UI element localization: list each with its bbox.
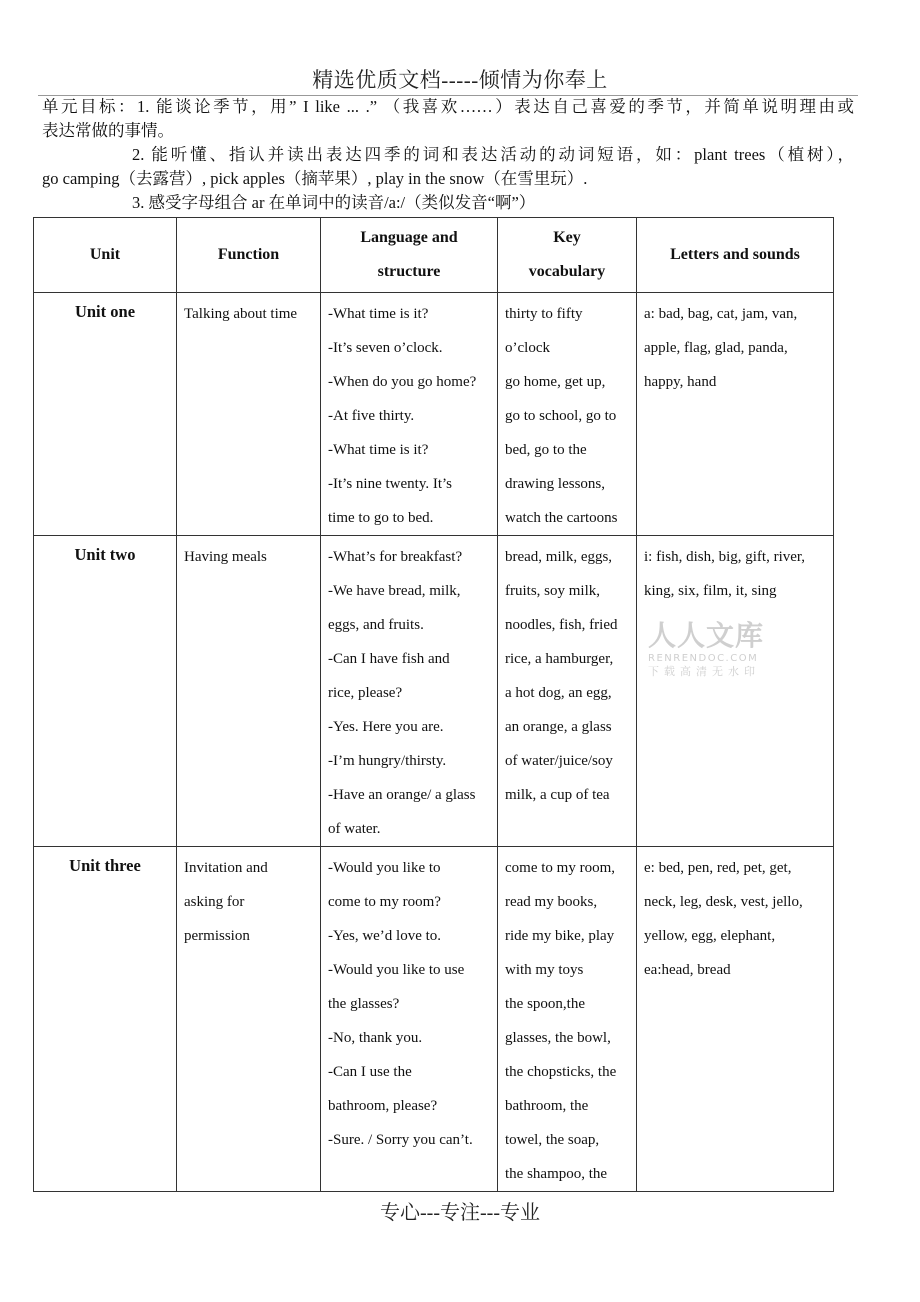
header-function: Function bbox=[177, 218, 321, 293]
page-header-title: 精选优质文档-----倾情为你奉上 bbox=[312, 68, 608, 92]
table-row bbox=[34, 847, 834, 1192]
goal-line-4: go camping（去露营）, pick apples（摘苹果）, play in the snow（在雪里玩）. bbox=[42, 169, 588, 188]
header-language-line-1: Language and bbox=[360, 229, 458, 246]
watermark-tagline-text: 下载高清无水印 bbox=[648, 665, 760, 678]
page-footer: 专心---专注---专业 bbox=[380, 1202, 540, 1224]
vocabulary-line: a hot dog, an egg, bbox=[505, 685, 612, 701]
letters-line: happy, hand bbox=[644, 374, 717, 390]
vocabulary-line: ride my bike, play bbox=[505, 928, 615, 944]
header-key-vocabulary bbox=[498, 218, 637, 293]
language-line: -Yes, we’d love to. bbox=[328, 928, 442, 944]
goal-line-3: 2. 能听懂、指认并读出表达四季的词和表达活动的动词短语，如：plant trees（植树）， bbox=[132, 145, 854, 164]
vocabulary-line: the spoon,the bbox=[505, 996, 585, 1012]
letters-cell bbox=[637, 847, 834, 1192]
language-line: come to my room? bbox=[328, 894, 441, 910]
language-line: -No, thank you. bbox=[328, 1030, 423, 1046]
goal-line-1: 单元目标：1. 能谈论季节，用” I like ... .” （我喜欢……）表达自己喜爱的季节，并简单说明理由或 bbox=[42, 97, 854, 116]
language-line: -At five thirty. bbox=[328, 408, 415, 424]
vocabulary-line: an orange, a glass bbox=[505, 719, 612, 735]
letters-cell bbox=[637, 536, 834, 847]
function-cell bbox=[177, 293, 321, 536]
goal-line-2: 表达常做的事情。 bbox=[42, 121, 174, 140]
letters-line: a: bad, bag, cat, jam, van, bbox=[644, 306, 798, 322]
syllabus-table bbox=[33, 217, 834, 1192]
function-line: Having meals bbox=[184, 549, 267, 565]
vocabulary-cell bbox=[498, 536, 637, 847]
vocabulary-line: thirty to fifty bbox=[505, 306, 583, 322]
vocabulary-line: bread, milk, eggs, bbox=[505, 549, 613, 565]
letters-line: ea:head, bread bbox=[644, 962, 731, 978]
letters-line: yellow, egg, elephant, bbox=[644, 928, 776, 944]
language-line: bathroom, please? bbox=[328, 1098, 438, 1114]
vocabulary-line: milk, a cup of tea bbox=[505, 787, 610, 803]
vocabulary-line: go home, get up, bbox=[505, 374, 606, 390]
unit-goals bbox=[42, 95, 854, 215]
header-language-line-2: structure bbox=[377, 263, 441, 280]
vocabulary-line: the shampoo, the bbox=[505, 1166, 608, 1182]
language-cell bbox=[321, 847, 498, 1192]
language-cell bbox=[321, 536, 498, 847]
vocabulary-cell bbox=[498, 293, 637, 536]
language-line: -Would you like to bbox=[328, 860, 441, 876]
vocabulary-line: o’clock bbox=[505, 340, 550, 356]
table-header-row bbox=[34, 218, 834, 293]
language-line: -Can I have fish and bbox=[328, 651, 450, 667]
vocabulary-line: fruits, soy milk, bbox=[505, 583, 601, 599]
vocabulary-cell bbox=[498, 847, 637, 1192]
language-line: eggs, and fruits. bbox=[328, 617, 424, 633]
vocabulary-line: with my toys bbox=[505, 962, 584, 978]
language-line: -Sure. / Sorry you can’t. bbox=[328, 1132, 473, 1148]
vocabulary-line: of water/juice/soy bbox=[505, 753, 613, 769]
letters-cell bbox=[637, 293, 834, 536]
table-body bbox=[34, 293, 834, 1192]
function-cell bbox=[177, 847, 321, 1192]
language-line: -Yes. Here you are. bbox=[328, 719, 444, 735]
language-line: -What time is it? bbox=[328, 442, 429, 458]
unit-name-cell: Unit two bbox=[34, 536, 177, 847]
language-line: rice, please? bbox=[328, 685, 403, 701]
letters-line: king, six, film, it, sing bbox=[644, 583, 777, 599]
vocabulary-line: towel, the soap, bbox=[505, 1132, 600, 1148]
language-line: -It’s nine twenty. It’s bbox=[328, 476, 453, 492]
table-row bbox=[34, 536, 834, 847]
table-row bbox=[34, 293, 834, 536]
language-line: -We have bread, milk, bbox=[328, 583, 461, 599]
letters-line: neck, leg, desk, vest, jello, bbox=[644, 894, 803, 910]
language-line: -It’s seven o’clock. bbox=[328, 340, 443, 356]
header-key-line-1: Key bbox=[553, 229, 581, 246]
vocabulary-line: read my books, bbox=[505, 894, 598, 910]
language-line: time to go to bed. bbox=[328, 510, 434, 526]
function-line: Talking about time bbox=[184, 306, 298, 322]
goal-line-5: 3. 感受字母组合 ar 在单词中的读音/a:/（类似发音“啊”） bbox=[132, 193, 536, 212]
vocabulary-line: go to school, go to bbox=[505, 408, 617, 424]
function-cell bbox=[177, 536, 321, 847]
watermark-domain-text: RENRENDOC.COM bbox=[648, 653, 759, 664]
vocabulary-line: come to my room, bbox=[505, 860, 615, 876]
vocabulary-line: watch the cartoons bbox=[505, 510, 618, 526]
vocabulary-line: glasses, the bowl, bbox=[505, 1030, 611, 1046]
letters-line: e: bed, pen, red, pet, get, bbox=[644, 860, 792, 876]
header-letters-sounds: Letters and sounds bbox=[637, 218, 834, 293]
vocabulary-line: the chopsticks, the bbox=[505, 1064, 617, 1080]
vocabulary-line: rice, a hamburger, bbox=[505, 651, 614, 667]
unit-name-cell: Unit three bbox=[34, 847, 177, 1192]
language-line: -What time is it? bbox=[328, 306, 429, 322]
vocabulary-line: bathroom, the bbox=[505, 1098, 589, 1114]
vocabulary-line: noodles, fish, fried bbox=[505, 617, 618, 633]
letters-line: i: fish, dish, big, gift, river, bbox=[644, 549, 806, 565]
language-cell bbox=[321, 293, 498, 536]
function-line: Invitation and bbox=[184, 860, 268, 876]
header-key-line-2: vocabulary bbox=[528, 263, 606, 280]
watermark-main-text: 人人文库 bbox=[648, 619, 765, 652]
language-line: -When do you go home? bbox=[328, 374, 477, 390]
language-line: -Can I use the bbox=[328, 1064, 412, 1080]
function-line: permission bbox=[184, 928, 250, 944]
language-line: -Would you like to use bbox=[328, 962, 465, 978]
language-line: of water. bbox=[328, 821, 381, 837]
language-line: -I’m hungry/thirsty. bbox=[328, 753, 447, 769]
language-line: -Have an orange/ a glass bbox=[328, 787, 476, 803]
letters-line: apple, flag, glad, panda, bbox=[644, 340, 788, 356]
vocabulary-line: bed, go to the bbox=[505, 442, 587, 458]
vocabulary-line: drawing lessons, bbox=[505, 476, 605, 492]
unit-name-cell: Unit one bbox=[34, 293, 177, 536]
language-line: the glasses? bbox=[328, 996, 400, 1012]
header-unit: Unit bbox=[34, 218, 177, 293]
header-language bbox=[321, 218, 498, 293]
function-line: asking for bbox=[184, 894, 245, 910]
language-line: -What’s for breakfast? bbox=[328, 549, 463, 565]
